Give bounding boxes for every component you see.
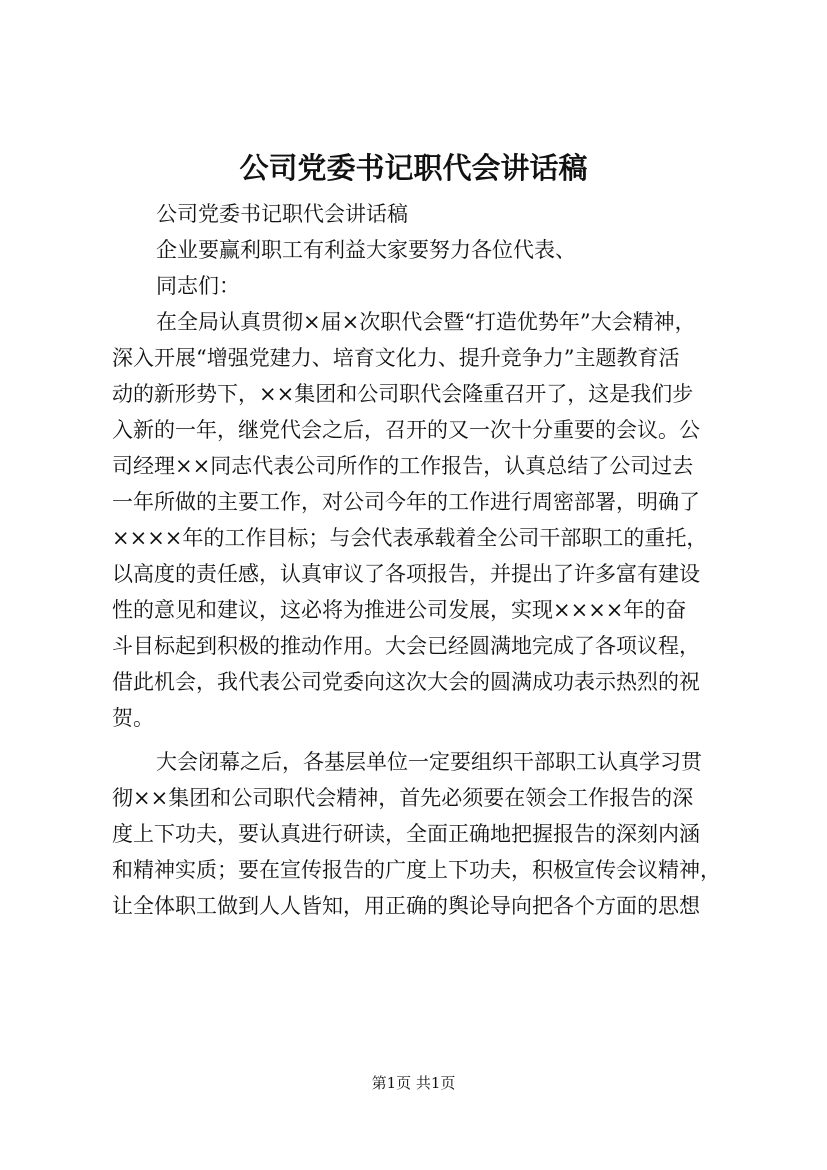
paragraph-2-line-5: 让全体职工做到人人皆知，用正确的舆论导向把各个方面的思想: [112, 894, 700, 918]
document-body: [112, 196, 740, 924]
paragraph-2-line-1: 大会闭幕之后，各基层单位一定要组织干部职工认真学习贯: [156, 750, 702, 774]
paragraph-1-line-12: 贺。: [112, 706, 154, 730]
paragraph-1-line-8: 以高度的责任感，认真审议了各项报告，并提出了许多富有建设: [112, 562, 700, 586]
paragraph-1-line-10: 斗目标起到积极的推动作用。大会已经圆满地完成了各项议程，: [112, 634, 700, 658]
paragraph-1-line-2: 深入开展“增强党建力、培育文化力、提升竞争力”主题教育活: [112, 346, 680, 370]
paragraph-1-line-5: 司经理××同志代表公司所作的工作报告，认真总结了公司过去: [112, 454, 694, 478]
document-title: 公司党委书记职代会讲话稿: [239, 151, 588, 185]
paragraph-1-line-1: 在全局认真贯彻×届×次职代会暨“打造优势年”大会精神，: [156, 310, 696, 334]
salutation-line: 同志们：: [156, 274, 240, 298]
paragraph-2-line-4: 和精神实质；要在宣传报告的广度上下功夫，积极宣传会议精神，: [112, 858, 721, 882]
slogan-line: 企业要赢利职工有利益大家要努力各位代表、: [156, 238, 576, 262]
paragraph-1-line-11: 借此机会，我代表公司党委向这次大会的圆满成功表示热烈的祝: [112, 670, 700, 694]
subtitle-line: 公司党委书记职代会讲话稿: [156, 202, 408, 226]
paragraph-2-line-3: 度上下功夫，要认真进行研读，全面正确地把握报告的深刻内涵: [112, 822, 700, 846]
paragraph-1-line-4: 入新的一年，继党代会之后，召开的又一次十分重要的会议。公: [112, 418, 700, 442]
paragraph-1-line-3: 动的新形势下，××集团和公司职代会隆重召开了，这是我们步: [112, 382, 694, 406]
paragraph-1-line-6: 一年所做的主要工作，对公司今年的工作进行周密部署，明确了: [112, 490, 700, 514]
paragraph-2-line-2: 彻××集团和公司职代会精神，首先必须要在领会工作报告的深: [112, 786, 694, 810]
paragraph-1-line-9: 性的意见和建议，这必将为推进公司发展，实现××××年的奋: [112, 598, 687, 622]
page-number-footer: 第1页 共1页: [371, 1074, 456, 1092]
paragraph-1-line-7: ××××年的工作目标；与会代表承载着全公司干部职工的重托，: [112, 526, 708, 550]
